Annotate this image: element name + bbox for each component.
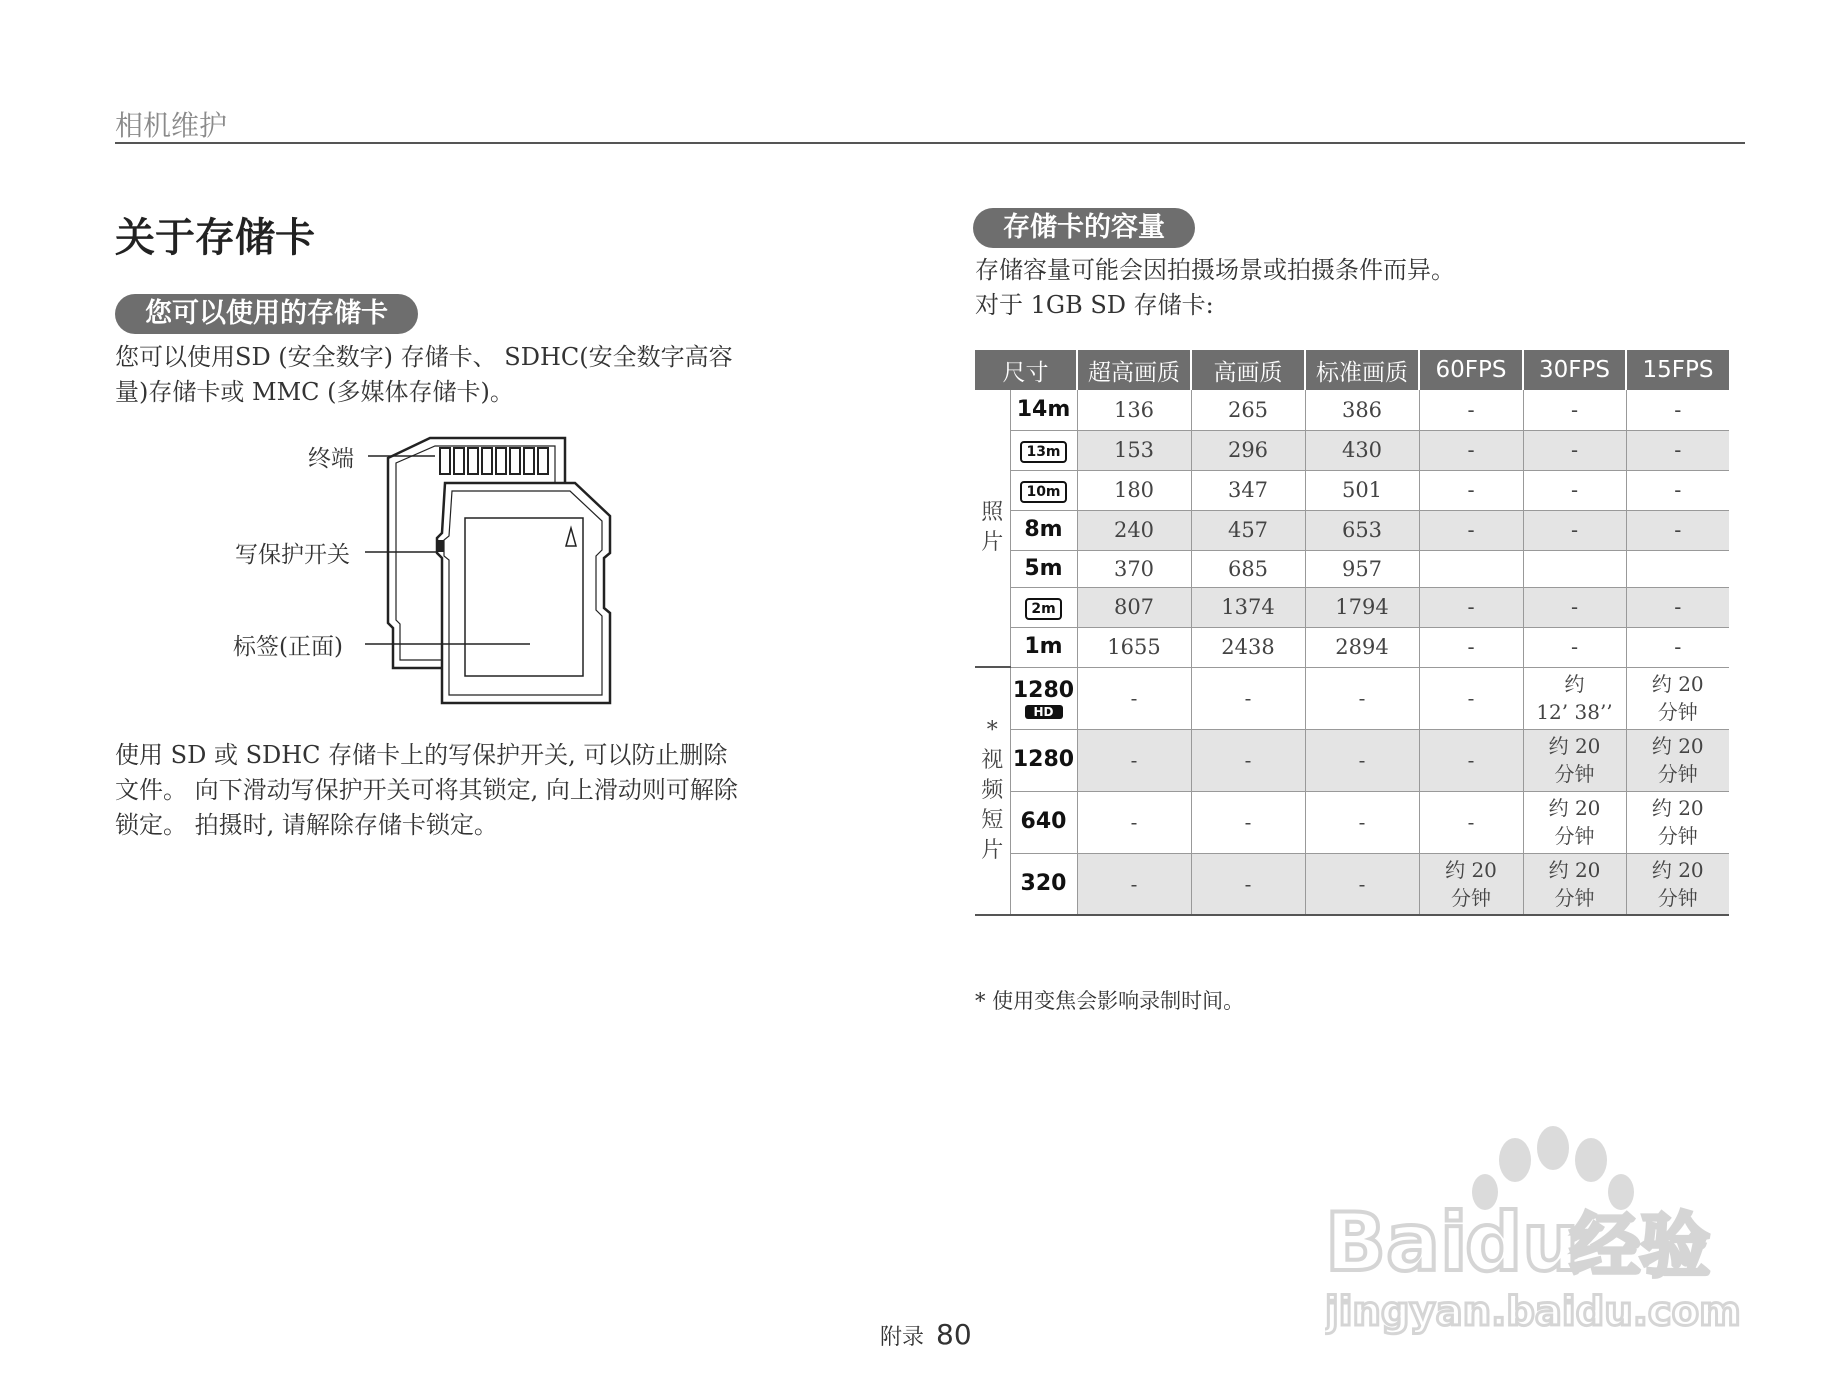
table-cell: - bbox=[1419, 729, 1523, 791]
capacity-intro-text: 存储容量可能会因拍摄场景或拍摄条件而异。 对于 1GB SD 存储卡: bbox=[975, 256, 1455, 319]
footnote: * 使用变焦会影响录制时间。 bbox=[975, 989, 1245, 1013]
table-cell: 约 20 分钟 bbox=[1626, 791, 1729, 853]
table-cell bbox=[1626, 550, 1729, 587]
table-cell: - bbox=[1626, 627, 1729, 667]
table-cell bbox=[1523, 550, 1626, 587]
resolution-icon bbox=[1010, 390, 1077, 430]
resolution-icon bbox=[1010, 627, 1077, 667]
table-cell: - bbox=[1523, 587, 1626, 627]
table-row bbox=[975, 729, 1729, 791]
resolution-icon bbox=[1010, 729, 1077, 791]
header-fine: 高画质 bbox=[1191, 350, 1305, 390]
table-cell: - bbox=[1523, 510, 1626, 550]
resolution-icon-label: 8m bbox=[1024, 517, 1063, 542]
page-number: 80 bbox=[936, 1318, 972, 1351]
table-cell: - bbox=[1626, 510, 1729, 550]
header-60fps: 60FPS bbox=[1419, 350, 1523, 390]
table-row bbox=[975, 470, 1729, 510]
section-label-usable-cards: 您可以使用的存储卡 bbox=[115, 294, 418, 334]
table-row bbox=[975, 390, 1729, 430]
resolution-icon bbox=[1010, 853, 1077, 915]
hd-badge: HD bbox=[1025, 705, 1063, 719]
resolution-icon bbox=[1010, 550, 1077, 587]
table-cell: 约 20 分钟 bbox=[1523, 729, 1626, 791]
table-cell: 约 20 分钟 bbox=[1523, 791, 1626, 853]
table-cell: 501 bbox=[1305, 470, 1419, 510]
label-front: 标签(正面) bbox=[233, 634, 343, 660]
header-rule bbox=[115, 142, 1745, 144]
resolution-icon bbox=[1010, 430, 1077, 470]
table-cell: 约 20 分钟 bbox=[1626, 729, 1729, 791]
table-cell: - bbox=[1191, 791, 1305, 853]
table-cell: 约 20 分钟 bbox=[1626, 853, 1729, 915]
table-cell: 1374 bbox=[1191, 587, 1305, 627]
table-cell: 296 bbox=[1191, 430, 1305, 470]
footer-section: 附录 bbox=[880, 1325, 925, 1350]
header-normal: 标准画质 bbox=[1305, 350, 1419, 390]
table-cell: - bbox=[1077, 729, 1191, 791]
watermark-cn: 经验 bbox=[1570, 1205, 1710, 1287]
usable-cards-text: 您可以使用SD (安全数字) 存储卡、 SDHC(安全数字高容 量)存储卡或 MMC (多媒体存储卡)。 bbox=[115, 343, 733, 406]
table-cell: - bbox=[1077, 853, 1191, 915]
resolution-icon-label: 14m bbox=[1016, 396, 1071, 422]
chapter-title: 相机维护 bbox=[115, 109, 228, 142]
table-cell: 约 20 分钟 bbox=[1523, 853, 1626, 915]
table-cell: 153 bbox=[1077, 430, 1191, 470]
table-row bbox=[975, 627, 1729, 667]
page-footer bbox=[880, 1318, 972, 1351]
resolution-icon-label: 320 bbox=[1020, 870, 1067, 896]
table-cell: 370 bbox=[1077, 550, 1191, 587]
table-cell: - bbox=[1523, 470, 1626, 510]
capacity-table bbox=[975, 350, 1729, 916]
resolution-icon bbox=[1010, 470, 1077, 510]
section-label-capacity: 存储卡的容量 bbox=[973, 208, 1195, 248]
resolution-icon-label: 2m bbox=[1025, 598, 1061, 620]
table-cell: - bbox=[1305, 667, 1419, 729]
table-cell: 2438 bbox=[1191, 627, 1305, 667]
table-cell: - bbox=[1523, 627, 1626, 667]
table-row bbox=[975, 667, 1729, 729]
resolution-icon-label: 1280 bbox=[1012, 747, 1075, 772]
table-cell: - bbox=[1419, 627, 1523, 667]
table-cell: - bbox=[1419, 390, 1523, 430]
header-size: 尺寸 bbox=[975, 350, 1077, 390]
table-cell: 386 bbox=[1305, 390, 1419, 430]
table-cell: 653 bbox=[1305, 510, 1419, 550]
table-cell: - bbox=[1626, 587, 1729, 627]
table-cell: 约 20 分钟 bbox=[1419, 853, 1523, 915]
table-row bbox=[975, 791, 1729, 853]
table-cell: 1655 bbox=[1077, 627, 1191, 667]
table-cell: - bbox=[1305, 729, 1419, 791]
table-cell: 1794 bbox=[1305, 587, 1419, 627]
table-cell: 265 bbox=[1191, 390, 1305, 430]
table-row bbox=[975, 510, 1729, 550]
table-row bbox=[975, 430, 1729, 470]
table-cell: - bbox=[1191, 729, 1305, 791]
table-header-row bbox=[975, 350, 1729, 390]
resolution-icon bbox=[1010, 791, 1077, 853]
table-cell: - bbox=[1419, 587, 1523, 627]
baidu-jingyan-watermark bbox=[1325, 1120, 1775, 1340]
write-protect-text: 使用 SD 或 SDHC 存储卡上的写保护开关, 可以防止删除 文件。 向下滑动写保护开关可将其锁定, 向上滑动则可解除 锁定。 拍摄时, 请解除存储卡锁定。 bbox=[115, 741, 738, 839]
table-cell: - bbox=[1419, 430, 1523, 470]
table-cell: - bbox=[1523, 430, 1626, 470]
table-cell: 约 20 分钟 bbox=[1626, 667, 1729, 729]
header-15fps: 15FPS bbox=[1626, 350, 1729, 390]
table-cell: - bbox=[1077, 791, 1191, 853]
resolution-icon-label: 1280 bbox=[1012, 678, 1075, 703]
resolution-icon-label: 5m bbox=[1024, 555, 1063, 581]
table-cell: 430 bbox=[1305, 430, 1419, 470]
table-row bbox=[975, 550, 1729, 587]
resolution-icon-label: 10m bbox=[1020, 481, 1066, 503]
resolution-icon-label: 1m bbox=[1024, 634, 1063, 659]
table-cell: 957 bbox=[1305, 550, 1419, 587]
table-cell bbox=[1419, 550, 1523, 587]
table-cell: 240 bbox=[1077, 510, 1191, 550]
category-photo: 照 片 bbox=[975, 390, 1010, 667]
table-cell: - bbox=[1419, 667, 1523, 729]
resolution-icon bbox=[1010, 667, 1077, 729]
table-cell: - bbox=[1191, 667, 1305, 729]
resolution-icon bbox=[1010, 587, 1077, 627]
table-cell: 136 bbox=[1077, 390, 1191, 430]
header-superfine: 超高画质 bbox=[1077, 350, 1191, 390]
table-cell: - bbox=[1191, 853, 1305, 915]
label-terminal: 终端 bbox=[308, 446, 354, 472]
resolution-icon-label: 640 bbox=[1020, 809, 1067, 834]
table-row bbox=[975, 587, 1729, 627]
table-cell: - bbox=[1419, 791, 1523, 853]
sd-card-diagram bbox=[230, 428, 630, 718]
watermark-url: jingyan.baidu.com bbox=[1325, 1289, 1741, 1335]
table-cell: 2894 bbox=[1305, 627, 1419, 667]
table-cell: - bbox=[1626, 390, 1729, 430]
table-cell: - bbox=[1077, 667, 1191, 729]
header-30fps: 30FPS bbox=[1523, 350, 1626, 390]
table-cell: - bbox=[1419, 510, 1523, 550]
resolution-icon-label: 13m bbox=[1020, 441, 1066, 463]
page-title: 关于存储卡 bbox=[115, 215, 315, 261]
resolution-icon bbox=[1010, 510, 1077, 550]
table-cell: 180 bbox=[1077, 470, 1191, 510]
table-cell: - bbox=[1626, 430, 1729, 470]
table-cell: - bbox=[1419, 470, 1523, 510]
category-video: * 视 频 短 片 bbox=[975, 667, 1010, 915]
table-cell: - bbox=[1305, 853, 1419, 915]
watermark-brand: Bai bbox=[1325, 1196, 1468, 1289]
table-cell: 685 bbox=[1191, 550, 1305, 587]
table-cell: 约 12’ 38’’ bbox=[1523, 667, 1626, 729]
watermark-brand2: du bbox=[1465, 1196, 1580, 1289]
table-cell: - bbox=[1305, 791, 1419, 853]
table-cell: - bbox=[1523, 390, 1626, 430]
table-cell: 457 bbox=[1191, 510, 1305, 550]
table-cell: 807 bbox=[1077, 587, 1191, 627]
table-cell: 347 bbox=[1191, 470, 1305, 510]
table-row bbox=[975, 853, 1729, 915]
table-cell: - bbox=[1626, 470, 1729, 510]
label-write-protect: 写保护开关 bbox=[235, 542, 350, 568]
